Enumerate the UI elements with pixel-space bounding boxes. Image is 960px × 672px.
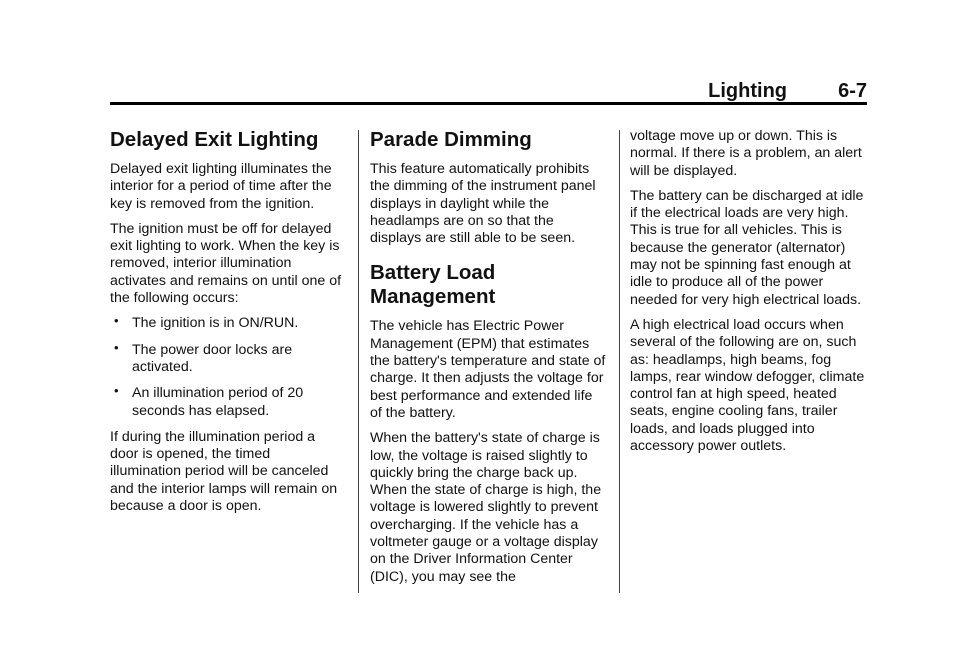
list-item [110, 339, 342, 377]
delayed-exit-lighting-heading: Delayed Exit Lighting [110, 128, 319, 151]
paragraph: If during the illumination period a door is opened, the timed illumination period will be canceled and the interior lamps will remain on because a door is open. [110, 428, 338, 515]
list-item [110, 385, 342, 420]
header-rule [110, 102, 867, 105]
column-1 [110, 128, 342, 523]
column-2 [370, 128, 607, 594]
paragraph: The vehicle has Electric Power Management (EPM) that estimates the battery's temperature and state of charge. It then adjusts the voltage for best performance and extended life of the battery. [370, 318, 606, 421]
paragraph: The battery can be discharged at idle if the electrical loads are very high. This is true for all vehicles. This is because the generator (alternator) may not be spinning fast enough at idle to produce all of the power needed for very high electrical loads. [630, 187, 864, 308]
condition-list [110, 315, 342, 419]
battery-load-management-heading: Battery Load Management [370, 261, 496, 309]
bullet-icon: • [114, 313, 119, 329]
paragraph: Delayed exit lighting illuminates the interior for a period of time after the key is removed from the ignition. [110, 161, 332, 212]
list-item-text: An illumination period of 20 seconds has elapsed. [132, 385, 304, 419]
column-3 [630, 128, 870, 463]
list-item-text: The ignition is in ON/RUN. [132, 315, 299, 332]
paragraph: The ignition must be off for delayed exit lighting to work. When the key is removed, interior illumination activates and remains on until one of the following occurs: [110, 220, 342, 307]
page-number: 6-7 [838, 80, 867, 102]
paragraph: voltage move up or down. This is normal. If there is a problem, an alert will be displayed. [630, 128, 862, 179]
section-title: Lighting [708, 80, 787, 102]
paragraph: A high electrical load occurs when several of the following are on, such as: headlamps, high beams, fog lamps, rear window defogger, climate control fan at high speed, heated seats, engine cooling fans, trailer loads, and loads plugged into accessory power outlets. [630, 316, 865, 455]
paragraph: When the battery's state of charge is low, the voltage is raised slightly to quickly bring the charge back up. When the state of charge is high, the voltage is lowered slightly to prevent overcharging. If the vehicle has a voltmeter gauge or a voltage display on the Driver Information Center (DIC), you may see the [370, 430, 602, 585]
column-divider-2 [619, 130, 620, 593]
list-item [110, 315, 342, 332]
list-item-text: The power door locks are activated. [132, 341, 293, 375]
bullet-icon: • [114, 339, 119, 355]
parade-dimming-heading: Parade Dimming [370, 128, 532, 151]
column-divider-1 [358, 130, 359, 593]
paragraph: This feature automatically prohibits the dimming of the instrument panel displays in daylight while the headlamps are on so that the displays are still able to be seen. [370, 161, 596, 247]
bullet-icon: • [114, 383, 119, 399]
